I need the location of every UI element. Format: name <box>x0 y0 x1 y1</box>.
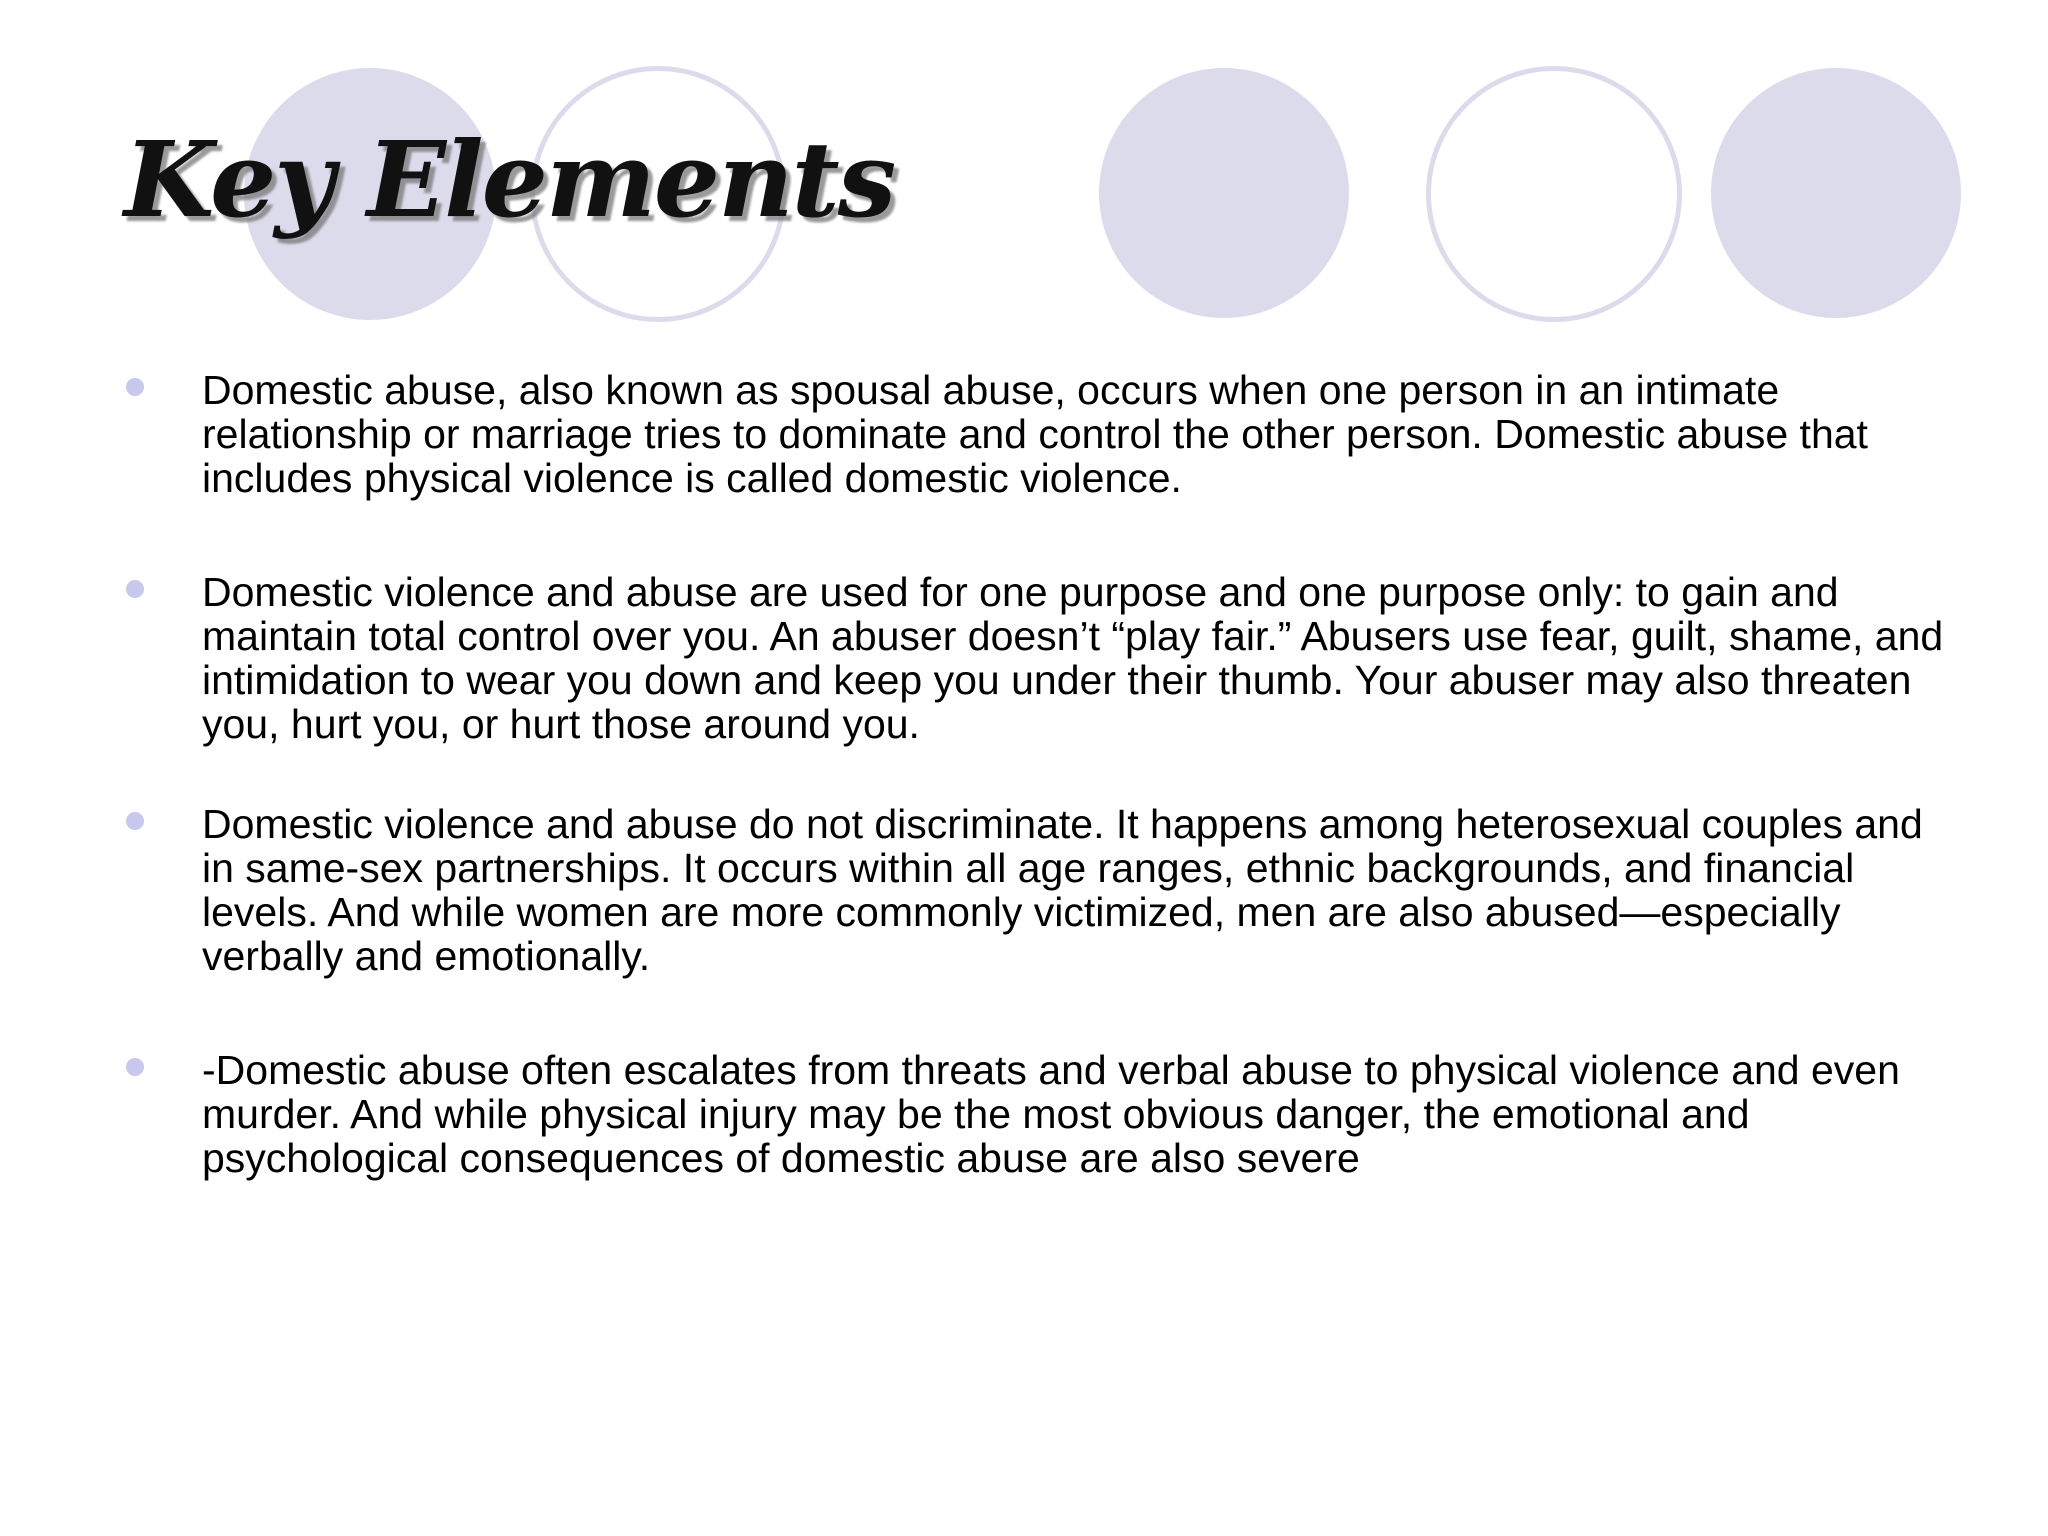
bullet-text: Domestic violence and abuse are used for one purpose and one purpose only: to gain and maintain total control over you. An abuser doesn’t “play fair.” Abusers use fear, guilt, shame, and intimidation to wear you down and keep you under their thumb. Your abuser may also threaten you, hurt you, or hurt those around you. <box>202 569 1944 747</box>
decorative-filled-circle <box>1099 68 1349 318</box>
bullet-dot-icon <box>126 580 144 598</box>
bullet-dot-icon <box>126 378 144 396</box>
decorative-filled-circle <box>1711 68 1961 318</box>
decorative-ring-circle <box>1426 66 1682 322</box>
bullet-list <box>120 368 1960 1180</box>
bullet-dot-icon <box>126 1058 144 1076</box>
bullet-item <box>120 368 1960 500</box>
bullet-dot-icon <box>126 812 144 830</box>
bullet-text: -Domestic abuse often escalates from threats and verbal abuse to physical violence and even murder. And while physical injury may be the most obvious danger, the emotional and psychological consequences of domestic abuse are also severe <box>202 1047 1900 1181</box>
slide-title: Key Elements <box>124 118 895 241</box>
bullet-text: Domestic violence and abuse do not discriminate. It happens among heterosexual couples and in same-sex partnerships. It occurs within all age ranges, ethnic backgrounds, and financial levels. And while women are more commonly victimized, men are also abused—especially verbally and emotionally. <box>202 801 1923 979</box>
bullet-item <box>120 802 1960 978</box>
bullet-text: Domestic abuse, also known as spousal abuse, occurs when one person in an intimate relationship or marriage tries to dominate and control the other person. Domestic abuse that includes physical violence is called domestic violence. <box>202 367 1868 501</box>
bullet-item <box>120 1048 1960 1180</box>
bullet-item <box>120 570 1960 746</box>
